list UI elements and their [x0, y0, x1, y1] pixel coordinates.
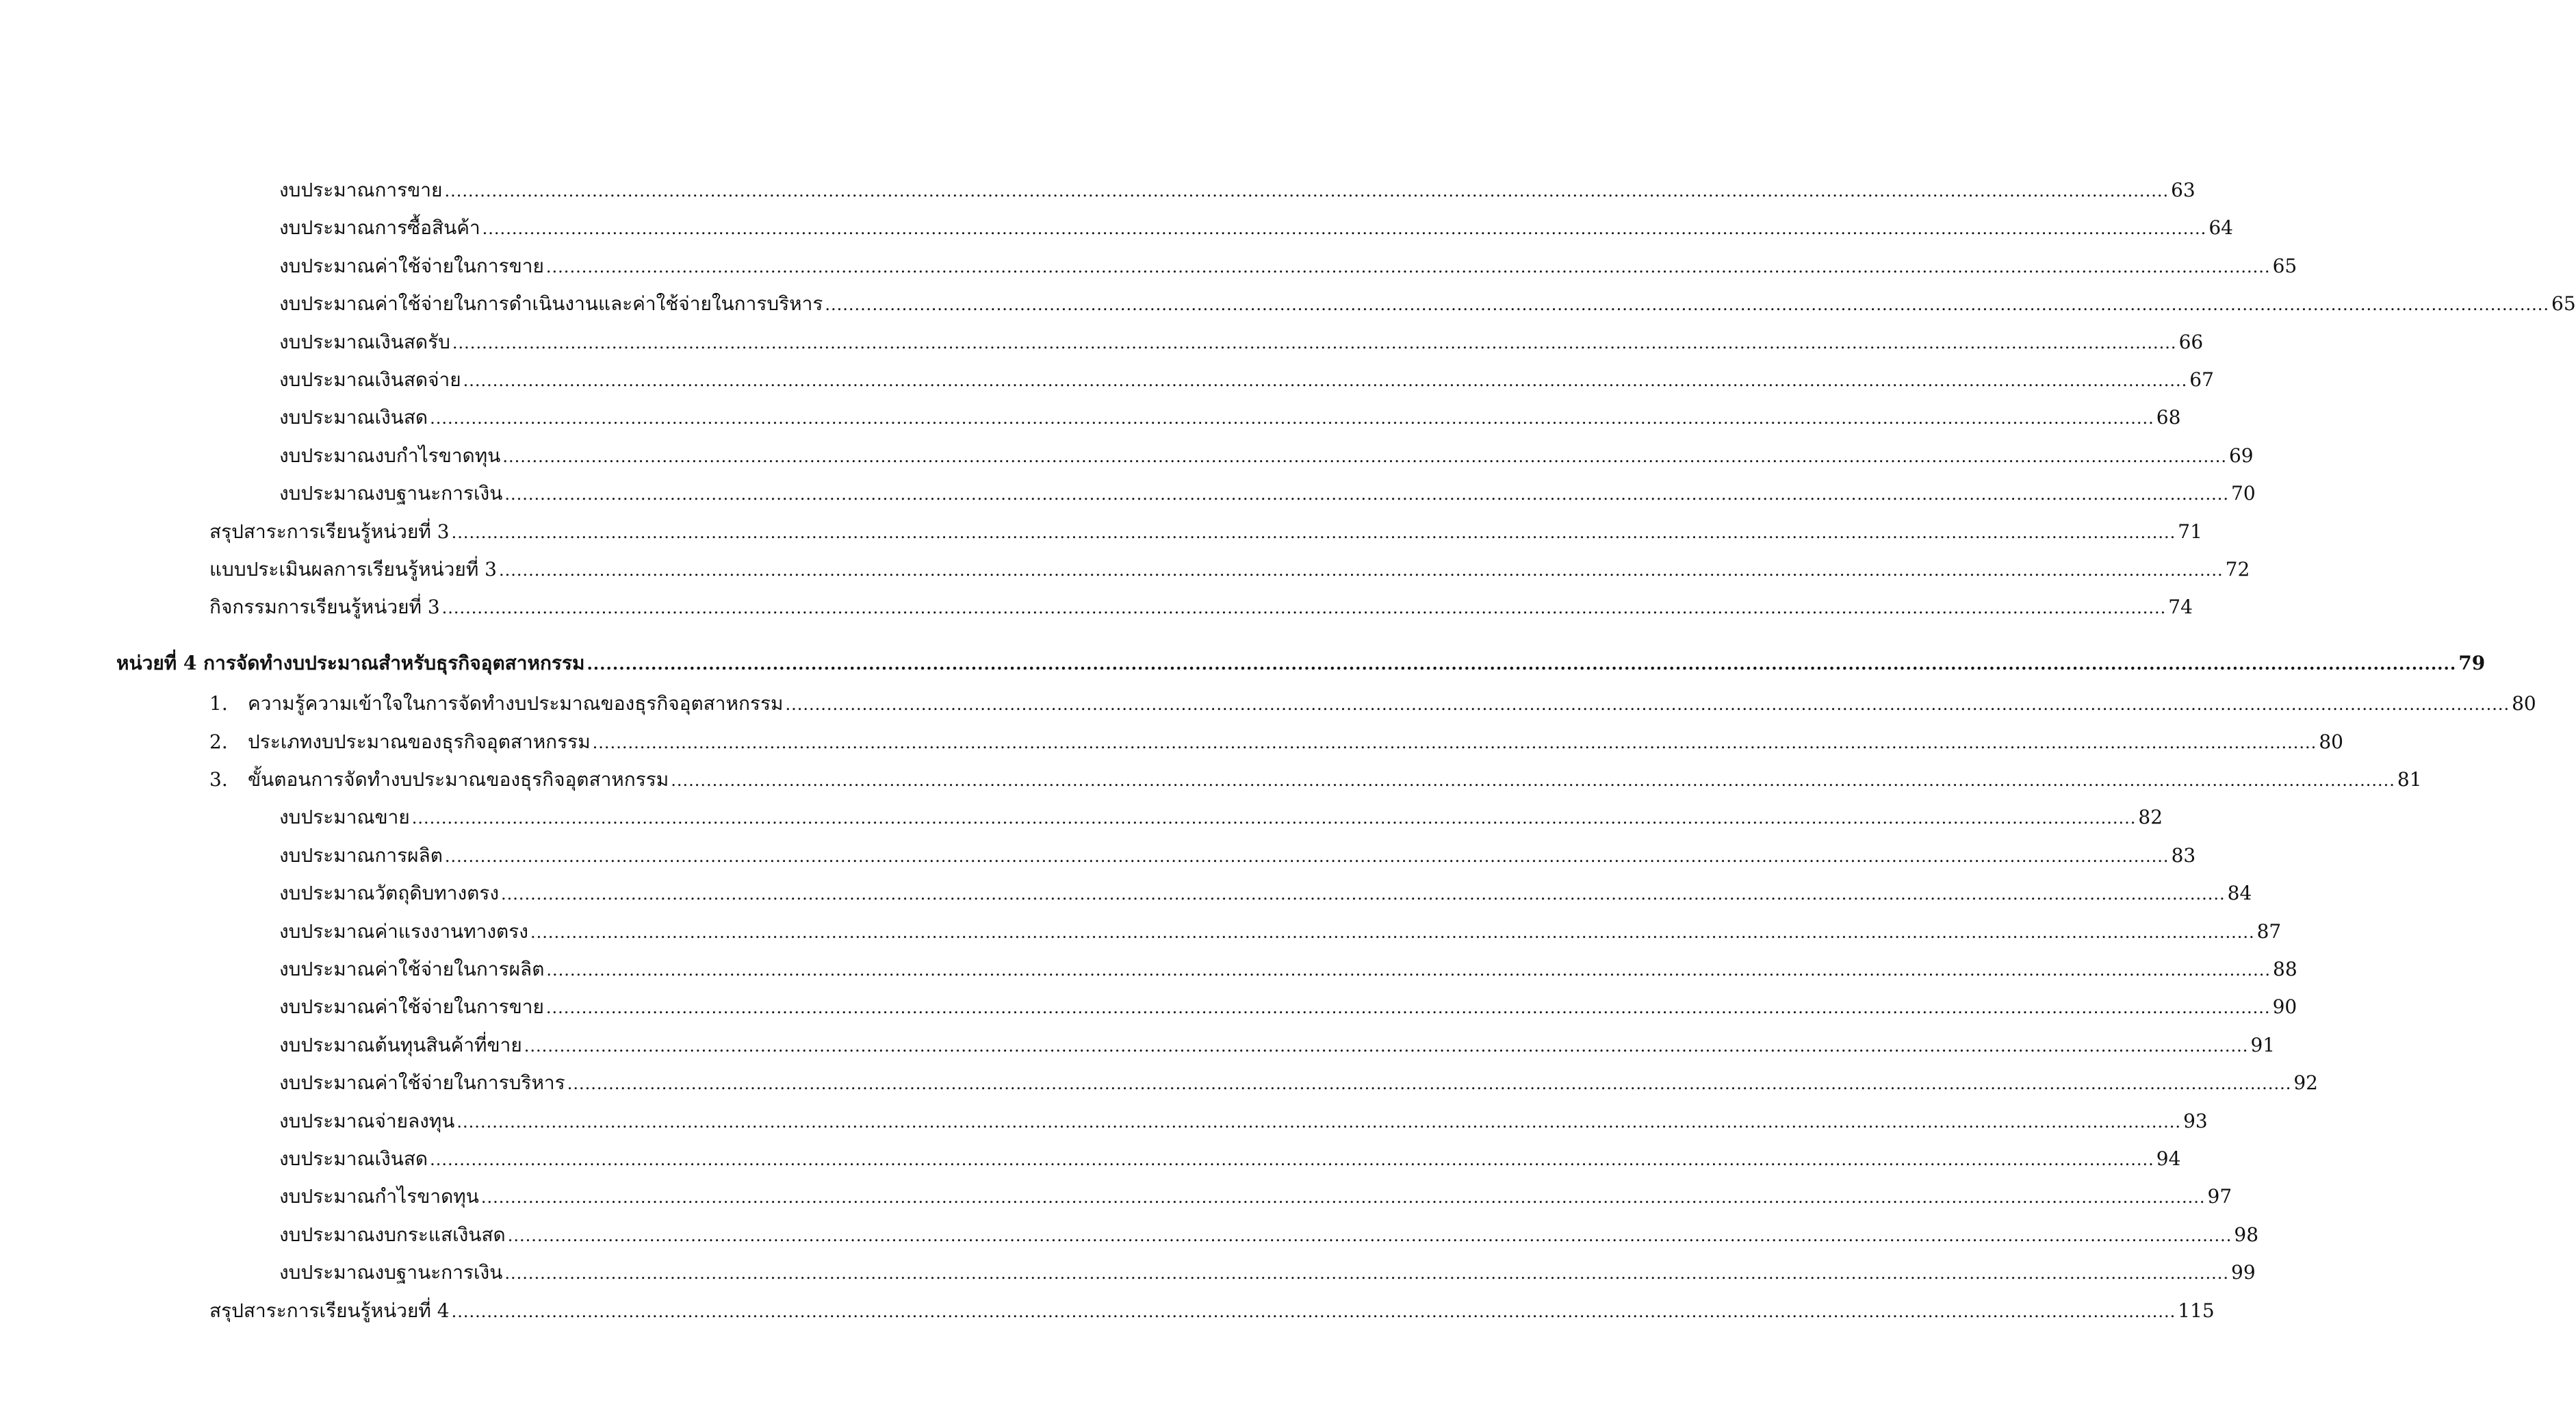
toc-entry — [279, 1064, 2318, 1102]
toc-entry-title: งบประมาณขาย — [279, 806, 410, 829]
dot-leader: .................................................................................................................................................................................................................................................................................................... — [545, 998, 2271, 1018]
toc-entry-page-number: 87 — [2256, 919, 2282, 943]
toc-entry — [279, 1026, 2276, 1065]
toc-entry-page-number: 65 — [2272, 254, 2297, 277]
toc-entry-title: งบประมาณงบกระแสเงินสด — [279, 1223, 506, 1246]
toc-entry — [279, 874, 2252, 913]
toc-entry — [279, 837, 2196, 875]
toc-entry-page-number: 84 — [2227, 882, 2252, 905]
toc-entry-page-number: 97 — [2207, 1185, 2232, 1208]
dot-leader: .................................................................................................................................................................................................................................................................................................... — [530, 922, 2255, 942]
toc-entry — [209, 723, 2343, 761]
toc-entry — [209, 588, 2193, 626]
toc-entry-page-number: 98 — [2234, 1223, 2259, 1246]
toc-entry-page-number: 115 — [2178, 1299, 2215, 1322]
toc-entry-page-number: 81 — [2397, 768, 2422, 791]
toc-entry-page-number: 72 — [2225, 558, 2250, 581]
toc-entry — [279, 285, 2576, 323]
toc-entry-title: งบประมาณค่าใช้จ่ายในการผลิต — [279, 958, 545, 980]
dot-leader: .................................................................................................................................................................................................................................................................................................... — [430, 1150, 2154, 1169]
dot-leader: .................................................................................................................................................................................................................................................................................................... — [441, 598, 2167, 618]
toc-entry-page-number: 66 — [2178, 330, 2204, 353]
toc-entry-title: งบประมาณการผลิต — [279, 843, 443, 867]
toc-entry-title: แบบประเมินผลการเรียนรู้หน่วยที่ 3 — [209, 558, 497, 581]
toc-entry-title: งบประมาณงบฐานะการเงิน — [279, 482, 503, 505]
dot-leader: .................................................................................................................................................................................................................................................................................................... — [502, 446, 2227, 466]
toc-entry-page-number: 71 — [2178, 520, 2202, 543]
toc-entry — [279, 247, 2297, 285]
toc-entry-page-number: 99 — [2231, 1261, 2256, 1284]
dot-leader: .................................................................................................................................................................................................................................................................................................... — [567, 1074, 2292, 1094]
toc-entry-page-number: 65 — [2551, 292, 2576, 316]
dot-leader: .................................................................................................................................................................................................................................................................................................... — [444, 846, 2169, 866]
dot-leader: .................................................................................................................................................................................................................................................................................................... — [456, 1112, 2182, 1132]
toc-entry-number: 3. — [209, 768, 228, 791]
toc-entry-title: งบประมาณเงินสดจ่าย — [279, 368, 461, 391]
toc-entry-page-number: 74 — [2168, 596, 2193, 619]
toc-entry — [279, 323, 2204, 361]
toc-entry — [209, 513, 2202, 551]
toc-entry-title: งบประมาณเงินสด — [279, 1147, 428, 1170]
toc-entry-page-number: 64 — [2208, 216, 2233, 240]
toc-entry-title: งบประมาณต้นทุนสินค้าที่ขาย — [279, 1033, 522, 1056]
toc-entry — [279, 988, 2297, 1026]
toc-entry-title: งบประมาณค่าใช้จ่ายในการขาย — [279, 995, 544, 1019]
toc-entry-title: สรุปสาระการเรียนรู้หน่วยที่ 3 — [209, 520, 450, 543]
dot-leader: .................................................................................................................................................................................................................................................................................................... — [452, 333, 2177, 353]
toc-entry — [279, 798, 2163, 837]
dot-leader: .................................................................................................................................................................................................................................................................................................... — [430, 409, 2154, 429]
toc-entry — [279, 361, 2214, 399]
toc-entry-page-number: 94 — [2156, 1147, 2181, 1170]
toc-entry-page-number: 93 — [2183, 1109, 2208, 1132]
dot-leader: .................................................................................................................................................................................................................................................................................................... — [504, 1264, 2229, 1284]
toc-entry-page-number: 79 — [2458, 651, 2486, 674]
dot-leader: .................................................................................................................................................................................................................................................................................................... — [785, 695, 2510, 715]
toc-entry — [209, 761, 2422, 799]
toc-entry-title: ประเภทงบประมาณของธุรกิจอุตสาหกรรม — [248, 730, 591, 753]
dot-leader: .................................................................................................................................................................................................................................................................................................... — [480, 1188, 2206, 1208]
toc-entry — [116, 644, 2486, 683]
toc-entry-page-number: 67 — [2189, 368, 2214, 391]
toc-entry-title: งบประมาณเงินสดรับ — [279, 330, 450, 353]
dot-leader: .................................................................................................................................................................................................................................................................................................... — [463, 371, 2188, 390]
toc-entry-page-number: 80 — [2512, 692, 2536, 715]
toc-entry-title: งบประมาณค่าใช้จ่ายในการดำเนินงานและค่าใช้จ่ายในการบริหาร — [279, 292, 823, 316]
toc-entry-title: งบประมาณค่าใช้จ่ายในการขาย — [279, 254, 544, 277]
toc-entry-title: งบประมาณงบกำไรขาดทุน — [279, 444, 501, 467]
dot-leader: .................................................................................................................................................................................................................................................................................................... — [504, 485, 2229, 505]
toc-entry-title: งบประมาณเงินสด — [279, 406, 428, 429]
toc-entry-title: งบประมาณจ่ายลงทุน — [279, 1109, 455, 1132]
toc-entry — [209, 685, 2536, 723]
toc-entry-title: งบประมาณกำไรขาดทุน — [279, 1185, 479, 1208]
toc-entry — [279, 437, 2254, 475]
toc-entry — [279, 913, 2282, 951]
toc-entry-page-number: 83 — [2171, 843, 2196, 867]
toc-entry-title: งบประมาณการขาย — [279, 179, 443, 201]
toc-entry — [279, 1102, 2208, 1141]
dot-leader: .................................................................................................................................................................................................................................................................................................... — [671, 771, 2395, 790]
toc-entry — [279, 1178, 2232, 1216]
toc-entry — [209, 1292, 2215, 1330]
dot-leader: .................................................................................................................................................................................................................................................................................................... — [482, 219, 2207, 239]
dot-leader: .................................................................................................................................................................................................................................................................................................... — [545, 257, 2271, 277]
toc-entry-title: งบประมาณค่าแรงงานทางตรง — [279, 919, 528, 943]
toc-entry-page-number: 63 — [2171, 179, 2195, 201]
toc-entry — [279, 171, 2195, 209]
toc-entry-page-number: 90 — [2272, 995, 2297, 1019]
toc-entry — [209, 550, 2250, 589]
dot-leader: .................................................................................................................................................................................................................................................................................................... — [501, 884, 2226, 904]
dot-leader: .................................................................................................................................................................................................................................................................................................... — [592, 733, 2317, 752]
toc-entry-title: ขั้นตอนการจัดทำงบประมาณของธุรกิจอุตสาหกรรม — [248, 768, 669, 791]
toc-entry-title: งบประมาณค่าใช้จ่ายในการบริหาร — [279, 1071, 565, 1095]
toc-entry-page-number: 92 — [2293, 1071, 2318, 1095]
toc-entry — [279, 950, 2297, 989]
dot-leader: .................................................................................................................................................................................................................................................................................................... — [507, 1225, 2232, 1245]
toc-entry-page-number: 91 — [2250, 1033, 2276, 1056]
dot-leader: .................................................................................................................................................................................................................................................................................................... — [524, 1036, 2249, 1056]
toc-entry-title: งบประมาณการซื้อสินค้า — [279, 216, 480, 240]
toc-entry-page-number: 80 — [2319, 730, 2343, 753]
toc-entry-page-number: 69 — [2228, 444, 2254, 467]
toc-entry — [279, 1140, 2181, 1178]
dot-leader: .................................................................................................................................................................................................................................................................................................... — [546, 960, 2271, 980]
toc-entry — [279, 1216, 2259, 1254]
toc-entry-title: ความรู้ความเข้าใจในการจัดทำงบประมาณของธุรกิจอุตสาหกรรม — [248, 692, 784, 715]
dot-leader: .................................................................................................................................................................................................................................................................................................... — [451, 522, 2176, 542]
toc-entry-page-number: 82 — [2138, 806, 2163, 829]
toc-entry-page-number: 88 — [2273, 958, 2297, 980]
dot-leader: .................................................................................................................................................................................................................................................................................................... — [444, 181, 2169, 201]
toc-entry-number: 2. — [209, 730, 228, 753]
toc-entry-title: กิจกรรมการเรียนรู้หน่วยที่ 3 — [209, 596, 440, 619]
dot-leader: .................................................................................................................................................................................................................................................................................................... — [825, 295, 2550, 315]
toc-entry-title: หน่วยที่ 4 การจัดทำงบประมาณสำหรับธุรกิจอุตสาหกรรม — [116, 651, 585, 674]
dot-leader: .................................................................................................................................................................................................................................................................................................... — [499, 561, 2224, 580]
toc-entry — [279, 474, 2256, 513]
toc-entry — [279, 209, 2233, 247]
toc-entry-title: งบประมาณวัตถุดิบทางตรง — [279, 882, 500, 905]
dot-leader: .................................................................................................................................................................................................................................................................................................... — [411, 809, 2137, 828]
toc-entry-page-number: 70 — [2231, 482, 2256, 505]
toc-entry — [279, 398, 2181, 437]
toc-entry-title: สรุปสาระการเรียนรู้หน่วยที่ 4 — [209, 1299, 450, 1322]
toc-entry-number: 1. — [209, 692, 228, 715]
toc-entry-page-number: 68 — [2156, 406, 2181, 429]
toc-entry — [279, 1253, 2256, 1292]
dot-leader: .................................................................................................................................................................................................................................................................................................... — [587, 653, 2457, 674]
dot-leader: .................................................................................................................................................................................................................................................................................................... — [451, 1301, 2176, 1321]
toc-entry-title: งบประมาณงบฐานะการเงิน — [279, 1261, 503, 1284]
